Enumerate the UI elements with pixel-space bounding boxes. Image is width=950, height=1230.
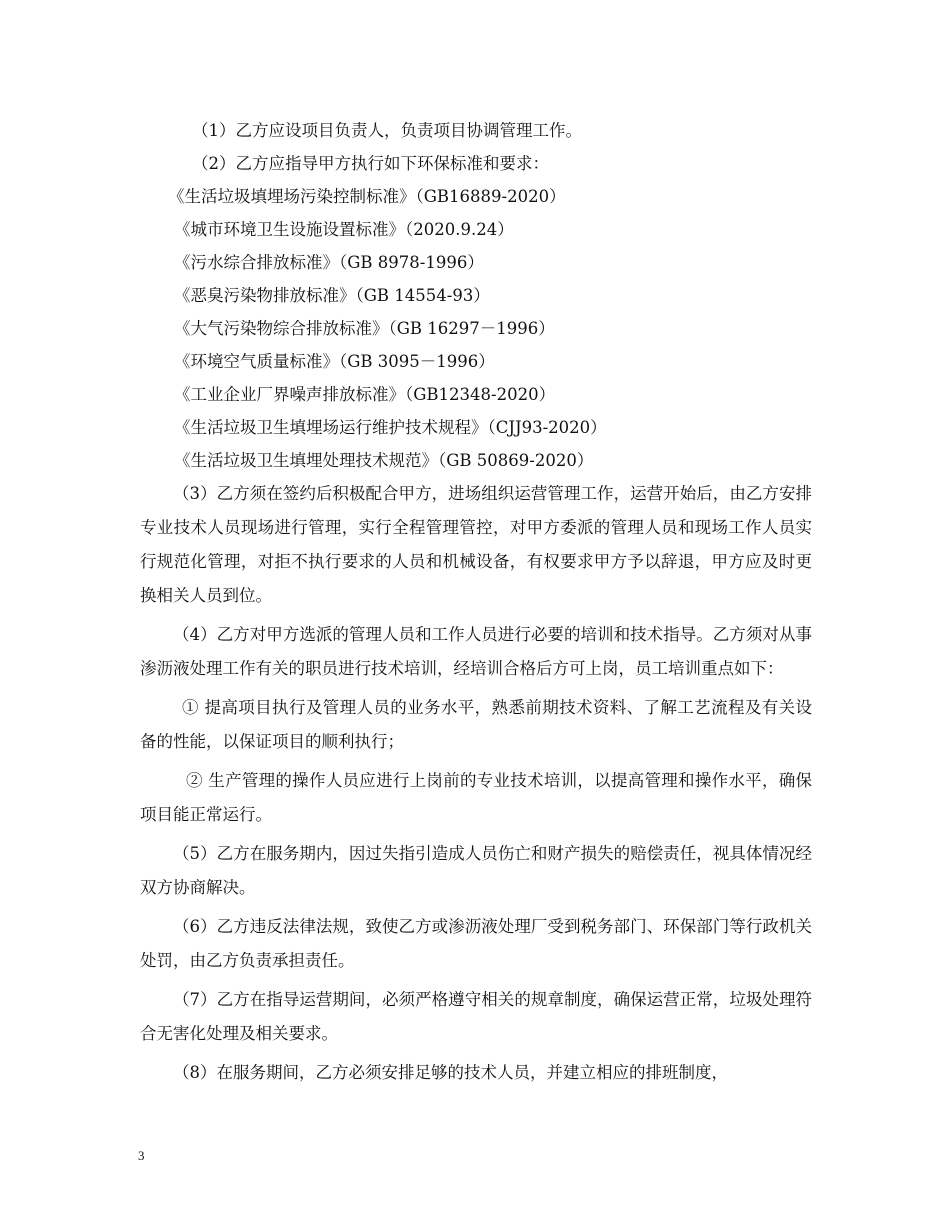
standard-item: 《生活垃圾卫生填埋处理技术规范》（GB 50869-2020） [174,451,594,470]
clause-5: （5）乙方在服务期内，因过失指引造成人员伤亡和财产损失的赔偿责任，视具体情况经双方协商解决。 [140,844,812,897]
clause-1: （1）乙方应设项目负责人，负责项目协调管理工作。 [192,121,582,140]
standard-item: 《大气污染物综合排放标准》（GB 16297－1996） [174,319,555,338]
clause-4: （4）乙方对甲方选派的管理人员和工作人员进行必要的培训和技术指导。乙方须对从事渗沥液处理工作有关的职员进行技术培训，经培训合格后方可上岗，员工培训重点如下： [140,625,812,678]
clause-3: （3）乙方须在签约后积极配合甲方，进场组织运营管理工作，运营开始后，由乙方安排专业技术人员现场进行管理，实行全程管理管控，对甲方委派的管理人员和现场工作人员实行规范化管理，对拒不执行要求的人员和机械设备，有权要求甲方予以辞退，甲方应及时更换相关人员到位。 [140,484,812,605]
page-number: 3 [138,1148,145,1163]
standard-item: 《生活垃圾填埋场污染控制标准》（GB16889-2020） [168,187,566,206]
training-point-2: ② 生产管理的操作人员应进行上岗前的专业技术培训，以提高管理和操作水平，确保项目能正常运行。 [140,771,812,824]
standard-item: 《生活垃圾卫生填埋场运行维护技术规程》（CJJ93-2020） [174,418,607,437]
standard-item: 《污水综合排放标准》（GB 8978-1996） [174,253,484,272]
clause-8: （8）在服务期间，乙方必须安排足够的技术人员，并建立相应的排班制度， [173,1063,728,1082]
clause-6: （6）乙方违反法律法规，致使乙方或渗沥液处理厂受到税务部门、环保部门等行政机关处罚，由乙方负责承担责任。 [140,917,812,970]
training-point-1: ① 提高项目执行及管理人员的业务水平，熟悉前期技术资料、了解工艺流程及有关设备的性能，以保证项目的顺利执行； [140,698,812,751]
standard-item: 《工业企业厂界噪声排放标准》（GB12348-2020） [174,385,556,404]
standard-item: 《环境空气质量标准》（GB 3095－1996） [174,352,495,371]
standard-item: 《城市环境卫生设施设置标准》（2020.9.24） [174,220,514,239]
clause-2: （2）乙方应指导甲方执行如下环保标准和要求： [192,154,549,173]
clause-7: （7）乙方在指导运营期间，必须严格遵守相关的规章制度，确保运营正常，垃圾处理符合无害化处理及相关要求。 [140,990,812,1043]
standard-item: 《恶臭污染物排放标准》（GB 14554-93） [174,286,490,305]
document-body [140,114,812,1095]
